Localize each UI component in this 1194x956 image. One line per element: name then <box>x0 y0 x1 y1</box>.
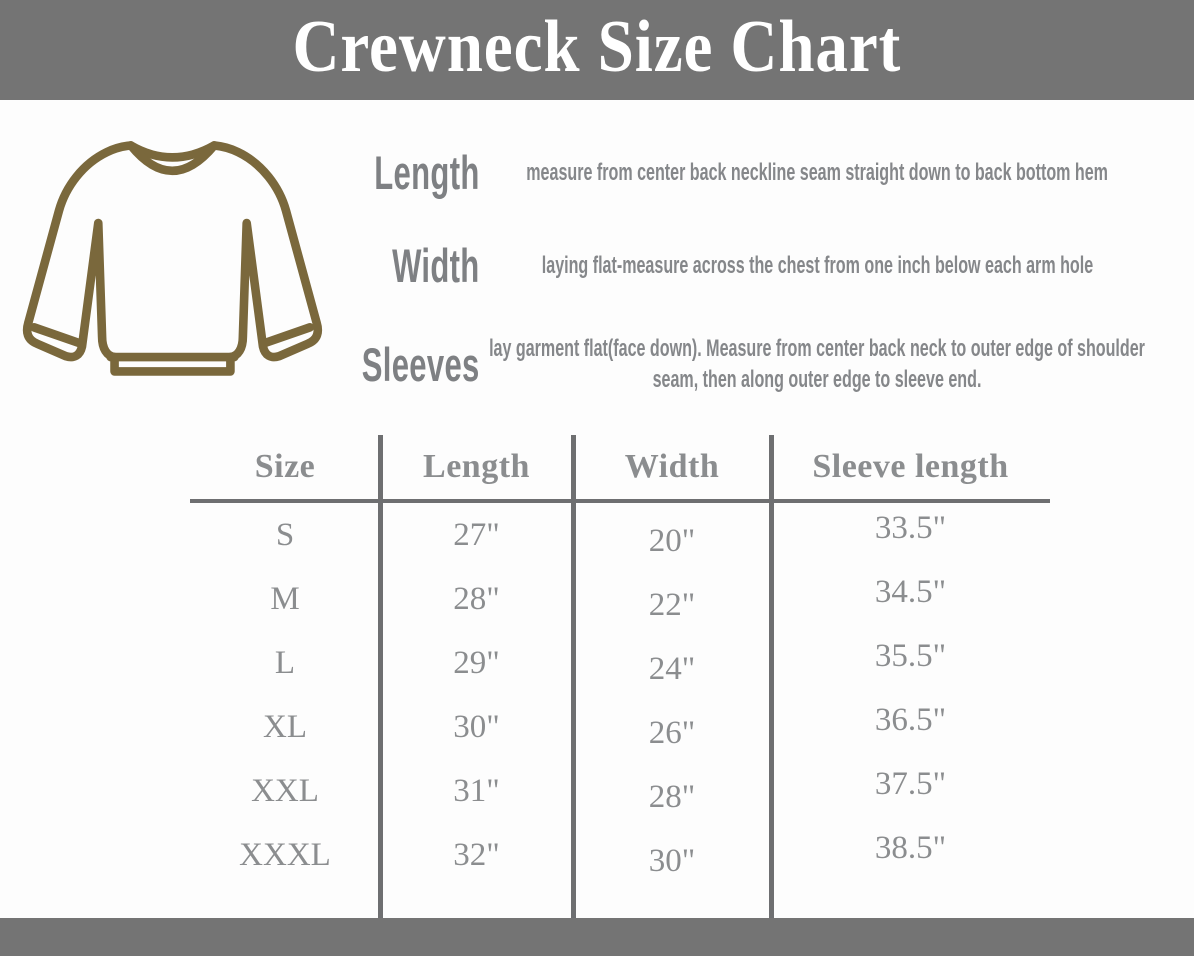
bottom-banner <box>0 918 1194 956</box>
table-cell: XXXL <box>239 836 331 873</box>
table-row <box>190 823 1050 887</box>
definition-row-length <box>280 140 1180 204</box>
table-row <box>190 631 1050 695</box>
table-cell: 28" <box>648 778 696 815</box>
table-cell: 37.5" <box>874 765 947 802</box>
column-header-sleeve-length: Sleeve length <box>812 448 1009 485</box>
table-cell: 27" <box>453 516 500 553</box>
table-row <box>190 695 1050 759</box>
table-cell: M <box>270 580 300 617</box>
table-cell: 36.5" <box>874 701 947 738</box>
table-cell: 38.5" <box>874 829 947 866</box>
table-row <box>190 567 1050 631</box>
size-chart-table <box>190 435 1050 918</box>
table-cell: 29" <box>453 644 500 681</box>
table-body <box>190 503 1050 887</box>
table-cell: L <box>274 644 296 681</box>
definition-description: lay garment flat(face down). Measure from center back neck to outer edge of shoulder seam, then along outer edge to sleeve end. <box>489 335 1145 393</box>
table-cell: XXL <box>251 772 319 809</box>
page-title: Crewneck Size Chart <box>292 5 902 88</box>
definition-description: measure from center back neckline seam straight down to back bottom hem <box>526 158 1108 186</box>
definition-term: Length <box>374 145 480 199</box>
definition-row-width <box>280 233 1180 297</box>
table-cell: 26" <box>648 714 696 751</box>
column-header-width: Width <box>624 448 720 485</box>
top-banner <box>0 0 1194 100</box>
definition-description: laying flat-measure across the chest from one inch below each arm hole <box>541 251 1093 279</box>
table-row <box>190 503 1050 567</box>
definition-term: Width <box>392 238 480 292</box>
table-cell: 22" <box>648 586 696 623</box>
table-row <box>190 759 1050 823</box>
table-cell: 35.5" <box>874 637 947 674</box>
definition-term: Sleeves <box>362 337 480 391</box>
table-cell: 20" <box>648 522 696 559</box>
table-cell: 32" <box>453 836 500 873</box>
definition-row-sleeves <box>280 316 1180 412</box>
table-cell: XL <box>263 708 307 745</box>
table-cell: 30" <box>453 708 500 745</box>
table-cell: 28" <box>453 580 500 617</box>
table-cell: S <box>275 516 295 553</box>
table-cell: 24" <box>648 650 696 687</box>
table-cell: 34.5" <box>874 573 947 610</box>
table-cell: 30" <box>648 842 696 879</box>
table-cell: 33.5" <box>874 509 947 546</box>
table-header-row <box>190 435 1050 499</box>
column-header-size: Size <box>254 448 316 485</box>
column-header-length: Length <box>423 448 530 485</box>
table-cell: 31" <box>453 772 500 809</box>
